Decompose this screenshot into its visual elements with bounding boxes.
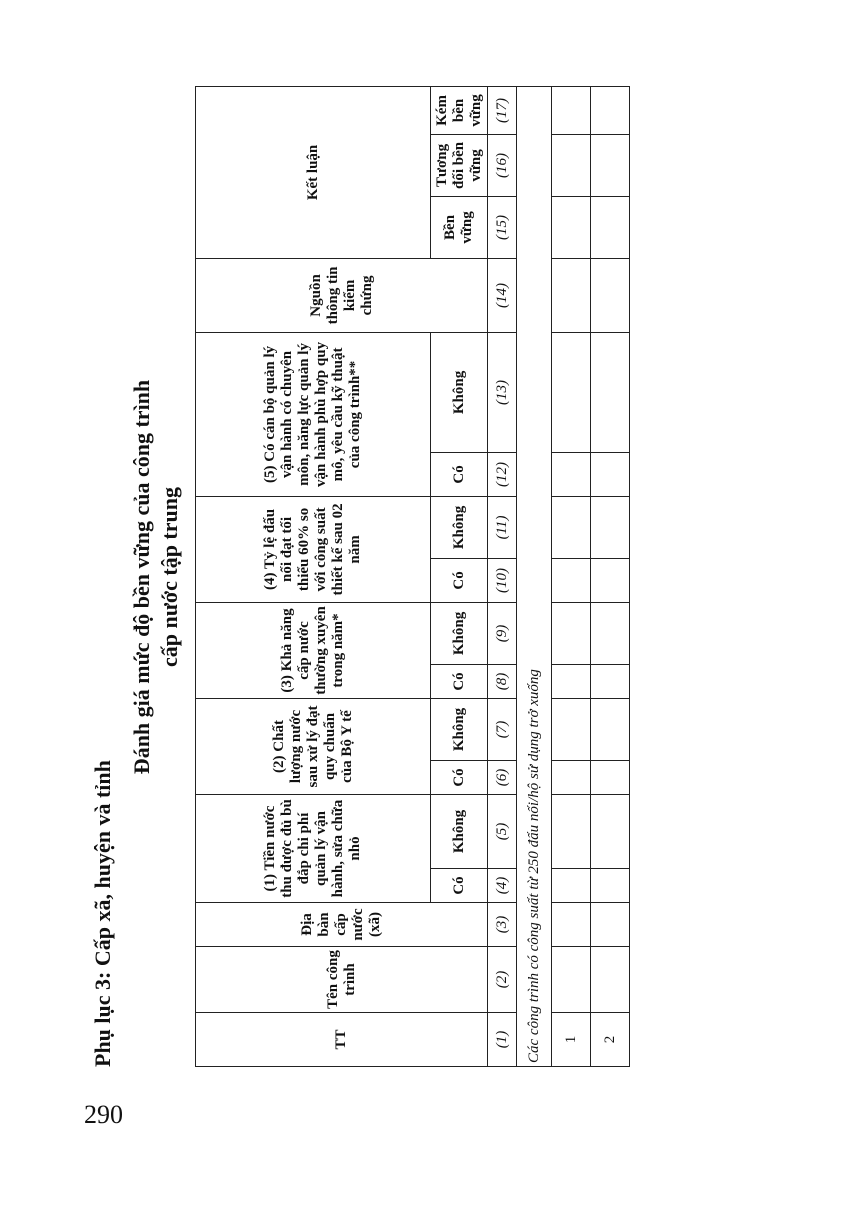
header-row-1 — [196, 86, 431, 1066]
table-title — [128, 87, 184, 1067]
cell — [552, 452, 591, 496]
cell — [591, 903, 630, 947]
header-c1-co: Có — [431, 869, 488, 903]
header-kem: Kém bền vững — [431, 86, 488, 134]
col-number: (3) — [488, 903, 517, 947]
row-index: 1 — [552, 1013, 591, 1067]
cell — [552, 794, 591, 868]
header-criterion-5: (5) Có cán bộ quản lý vận hành có chuyên môn, năng lực quản lý vận hành phù hợp quy mô, yêu cầu kỹ thuật của công trình** — [196, 332, 431, 496]
cell — [591, 86, 630, 134]
header-c4-co: Có — [431, 558, 488, 602]
cell — [552, 496, 591, 558]
cell — [591, 869, 630, 903]
section-label: Các công trình có công suất từ 250 đấu nối/hộ sử dụng trở xuống — [517, 86, 552, 1066]
header-c3-co: Có — [431, 664, 488, 698]
header-ben-vung: Bền vững — [431, 196, 488, 258]
table-title-line2: cấp nước tập trung — [157, 487, 182, 668]
col-number: (15) — [488, 196, 517, 258]
header-tuong-doi: Tương đối bền vững — [431, 134, 488, 196]
header-criterion-4: (4) Tỷ lệ đấu nối đạt tối thiểu 60% so với công suất thiết kế sau 02 năm — [196, 496, 431, 602]
header-tt: TT — [196, 1013, 488, 1067]
cell — [552, 698, 591, 760]
column-number-row — [488, 86, 517, 1066]
cell — [591, 134, 630, 196]
cell — [552, 602, 591, 664]
header-c4-khong: Không — [431, 496, 488, 558]
header-c2-co: Có — [431, 760, 488, 794]
col-number: (6) — [488, 760, 517, 794]
cell — [552, 903, 591, 947]
header-dia-ban: Địa bàn cấp nước (xã) — [196, 903, 488, 947]
col-number: (14) — [488, 258, 517, 332]
header-c2-khong: Không — [431, 698, 488, 760]
cell — [552, 196, 591, 258]
col-number: (17) — [488, 86, 517, 134]
cell — [552, 760, 591, 794]
header-c3-khong: Không — [431, 602, 488, 664]
cell — [591, 332, 630, 452]
cell — [552, 869, 591, 903]
header-ten-cong-trinh: Tên công trình — [196, 947, 488, 1013]
table-row — [552, 86, 591, 1066]
col-number: (12) — [488, 452, 517, 496]
page-number: 290 — [84, 1100, 123, 1129]
cell — [552, 947, 591, 1013]
cell — [591, 664, 630, 698]
table-title-line1: Đánh giá mức độ bền vững của công trình — [129, 379, 154, 775]
col-number: (5) — [488, 794, 517, 868]
col-number: (9) — [488, 602, 517, 664]
col-number: (4) — [488, 869, 517, 903]
cell — [552, 332, 591, 452]
cell — [591, 947, 630, 1013]
cell — [552, 258, 591, 332]
col-number: (1) — [488, 1013, 517, 1067]
section-row — [517, 86, 552, 1066]
header-c5-co: Có — [431, 452, 488, 496]
col-number: (13) — [488, 332, 517, 452]
rotated-page-content — [90, 87, 770, 1067]
cell — [552, 86, 591, 134]
cell — [591, 760, 630, 794]
header-criterion-2: (2) Chất lượng nước sau xử lý đạt quy chuẩn của Bộ Y tế — [196, 698, 431, 794]
cell — [591, 496, 630, 558]
col-number: (16) — [488, 134, 517, 196]
sustainability-table — [195, 86, 630, 1067]
cell — [591, 602, 630, 664]
header-nguon: Nguồn thông tin kiểm chứng — [196, 258, 488, 332]
col-number: (8) — [488, 664, 517, 698]
cell — [591, 452, 630, 496]
cell — [552, 558, 591, 602]
col-number: (2) — [488, 947, 517, 1013]
cell — [591, 558, 630, 602]
cell — [591, 794, 630, 868]
header-c1-khong: Không — [431, 794, 488, 868]
col-number: (10) — [488, 558, 517, 602]
header-c5-khong: Không — [431, 332, 488, 452]
header-criterion-1: (1) Tiền nước thu được đủ bù đắp chi phí quản lý vận hành, sửa chữa nhỏ — [196, 794, 431, 902]
cell — [552, 664, 591, 698]
cell — [591, 196, 630, 258]
col-number: (11) — [488, 496, 517, 558]
cell — [552, 134, 591, 196]
cell — [591, 698, 630, 760]
col-number: (7) — [488, 698, 517, 760]
table-row — [591, 86, 630, 1066]
cell — [591, 258, 630, 332]
header-ket-luan: Kết luận — [196, 86, 431, 258]
appendix-title: Phụ lục 3: Cấp xã, huyện và tỉnh — [90, 760, 115, 1067]
row-index: 2 — [591, 1013, 630, 1067]
header-criterion-3: (3) Khả năng cấp nước thường xuyên trong năm* — [196, 602, 431, 698]
